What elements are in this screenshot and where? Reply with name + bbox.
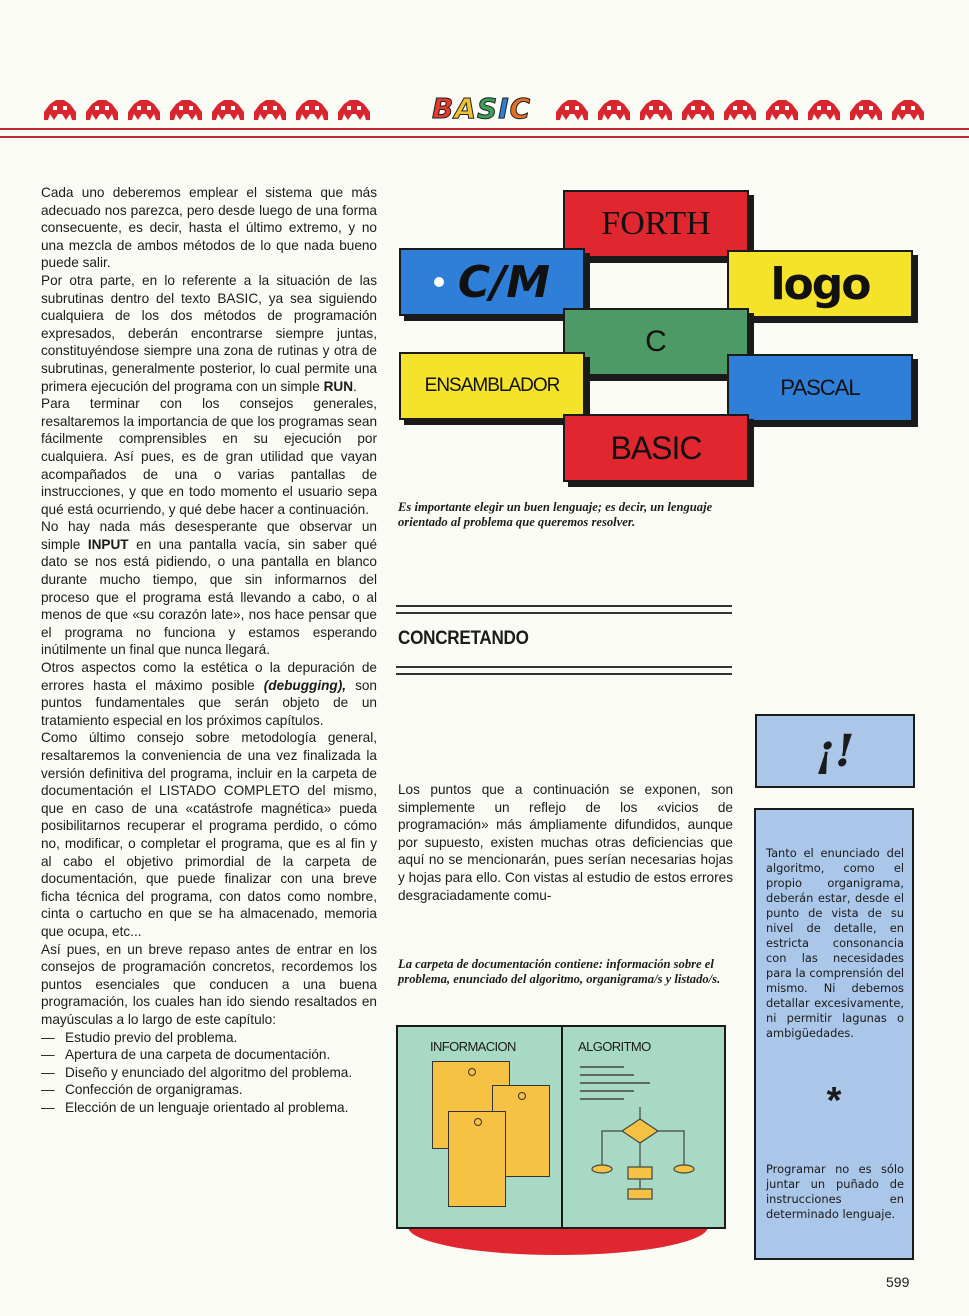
basic-logo: BASIC bbox=[432, 92, 532, 125]
list-item: — Confección de organigramas. bbox=[41, 1081, 377, 1099]
ensamblador-box bbox=[399, 352, 585, 420]
header-rule-bottom bbox=[0, 136, 969, 138]
tip-panel bbox=[754, 808, 914, 1260]
invader-icon bbox=[804, 98, 844, 120]
pascal-label: PASCAL bbox=[780, 375, 860, 400]
paragraph: Para terminar con los consejos generales, resaltaremos la importancia de que los programas sean fácilmente comprensibles en su ejecución por cualquiera. Así pues, es de gran utilidad que vayan acompañados de una o varias pantallas de instrucciones, y que en todo momento el usuario sepa qué está ocurriendo, y qué debe hacer a continuación. bbox=[41, 396, 377, 517]
list-item: — Estudio previo del problema. bbox=[41, 1029, 377, 1047]
invader-icon bbox=[208, 98, 248, 120]
header-rule-top bbox=[0, 128, 969, 130]
invader-row-right bbox=[552, 98, 928, 120]
left-column-text bbox=[41, 184, 377, 1116]
exclamation-label: ¡! bbox=[815, 725, 855, 777]
logo-label: logo bbox=[770, 258, 870, 310]
invader-icon bbox=[40, 98, 80, 120]
page-number: 599 bbox=[886, 1274, 910, 1290]
basic-label: BASIC bbox=[610, 429, 702, 466]
section-title: CONCRETANDO bbox=[398, 628, 529, 649]
algorithm-flowchart-icon bbox=[570, 1063, 720, 1223]
paragraph: Cada uno deberemos emplear el sistema que más adecuado nos parezca, pero desde luego de una forma consecuente, es decir, hasta el último extremo, y no una mezcla de ambos métodos de lo que nada bueno puede salir. bbox=[41, 185, 377, 271]
documentation-folder-illustration bbox=[396, 1025, 726, 1257]
tip-text-1: Tanto el enunciado del algoritmo, como el propio organigrama, deberán estar, desde el punto de vista de su nivel de detalle, en estricta consonancia con las necesidades para la comprensión del mismo. Ni debemos detallar excesivamente, ni permitir lagunas o ambigüedades. bbox=[766, 846, 904, 1040]
invader-icon bbox=[552, 98, 592, 120]
paragraph: Como último consejo sobre metodología general, resaltaremos la conveniencia de una vez finalizada la versión definitiva del programa, incluir en la carpeta de documentación el LISTADO COMPLETO del mismo, que en caso de una «catástrofe magnética» pueda posibilitarnos recuperar el programa perdido, o cómo no, modificar, o completar el programa, que es al fin y al cabo el objetivo primordial de la carpeta de documentación, que puede finalizar con una breve ficha técnica del programa, con datos como nombre, cinta o cartucho en que se ha almacenado, memoria que ocupa, etc... bbox=[41, 730, 377, 939]
invader-icon bbox=[334, 98, 374, 120]
exclamation-box bbox=[755, 714, 915, 788]
dot-icon bbox=[434, 277, 444, 287]
invader-icon bbox=[124, 98, 164, 120]
paragraph: Por otra parte, en lo referente a la situación de las subrutinas dentro del texto BASIC, ya sea siguiendo cualquiera de los dos métodos de programación expresados, deberán encontrarse siempre juntas, constituyéndose siempre una zona de rutinas y otra de subrutinas, generalmente posterior, lo cual permite una primera ejecución del programa con un simple RUN. bbox=[41, 272, 377, 394]
invader-icon bbox=[636, 98, 676, 120]
folder-spine bbox=[561, 1027, 563, 1227]
paragraph: No hay nada más desesperante que observar un simple INPUT en una pantalla vacía, sin saber qué dato se nos está pidiendo, o una pantalla en blanco durante mucho tiempo, que sin informarnos del proceso que el programa está llevando a cabo, o al menos de que «su corazón late», nos hace pensar que el programa no funciona y estamos esperando inútilmente un final que nunca llegará. bbox=[41, 519, 378, 658]
list-item: — Diseño y enunciado del algoritmo del problema. bbox=[41, 1064, 377, 1082]
cm-box bbox=[399, 248, 585, 316]
invader-icon bbox=[678, 98, 718, 120]
invader-icon bbox=[594, 98, 634, 120]
paragraph: Otros aspectos como la estética o la depuración de errores hasta el máximo posible (debugging), son puntos fundamentales que serán objeto de un tratamiento especial en los próximos capítulos. bbox=[41, 660, 377, 728]
list-item: — Apertura de una carpeta de documentación. bbox=[41, 1046, 377, 1064]
invader-row-left bbox=[40, 98, 374, 120]
caption-documentation: La carpeta de documentación contiene: información sobre el problema, enunciado del algoritmo, organigrama/s y listado/s. bbox=[398, 957, 721, 986]
languages-illustration bbox=[397, 188, 917, 488]
forth-box bbox=[563, 190, 749, 258]
programming-steps-list bbox=[41, 1029, 377, 1117]
asterisk-icon: * bbox=[826, 1080, 842, 1122]
invader-icon bbox=[846, 98, 886, 120]
folder-open bbox=[396, 1025, 726, 1229]
paragraph: Así pues, en un breve repaso antes de entrar en los consejos de programación concretos, recordemos los puntos esenciales que conducen a una buena programación, los cuales han ido siendo resaltados en mayúsculas a lo largo de este capítulo: bbox=[41, 941, 377, 1027]
logo-box bbox=[727, 250, 913, 318]
c-box bbox=[563, 308, 749, 376]
caption-languages: Es importante elegir un buen lenguaje; es decir, un lenguaje orientado al problema que queremos resolver. bbox=[398, 500, 713, 529]
basic-box bbox=[563, 414, 749, 482]
invader-icon bbox=[292, 98, 332, 120]
panel-title-informacion: INFORMACION bbox=[430, 1039, 516, 1054]
pascal-box bbox=[727, 354, 913, 422]
section-text: Los puntos que a continuación se exponen, son simplemente un reflejo de los «vicios de programación» más ámpliamente difundidos, aunque por supuesto, existen muchas otras deficiencias que aquí no se mencionarán, pues serían necesarias hojas y hojas para ello. Con vistas al estudio de estos errores desgraciadamente comu- bbox=[398, 782, 733, 903]
invader-icon bbox=[762, 98, 802, 120]
invader-icon bbox=[888, 98, 928, 120]
section-rule-top bbox=[396, 605, 732, 614]
section-rule-bottom bbox=[396, 666, 732, 675]
invader-icon bbox=[250, 98, 290, 120]
ensamblador-label: ENSAMBLADOR bbox=[424, 375, 560, 396]
tip-text-2: Programar no es sólo juntar un puñado de instrucciones en determinado lenguaje. bbox=[766, 1162, 904, 1221]
invader-icon bbox=[82, 98, 122, 120]
invader-icon bbox=[166, 98, 206, 120]
invader-icon bbox=[720, 98, 760, 120]
page-header bbox=[0, 80, 969, 140]
cm-label: C/M bbox=[457, 256, 551, 308]
forth-label: FORTH bbox=[601, 205, 711, 242]
c-label: C bbox=[645, 325, 667, 358]
list-item: — Elección de un lenguaje orientado al problema. bbox=[41, 1099, 377, 1117]
document-card bbox=[448, 1111, 506, 1207]
panel-title-algoritmo: ALGORITMO bbox=[578, 1039, 651, 1054]
